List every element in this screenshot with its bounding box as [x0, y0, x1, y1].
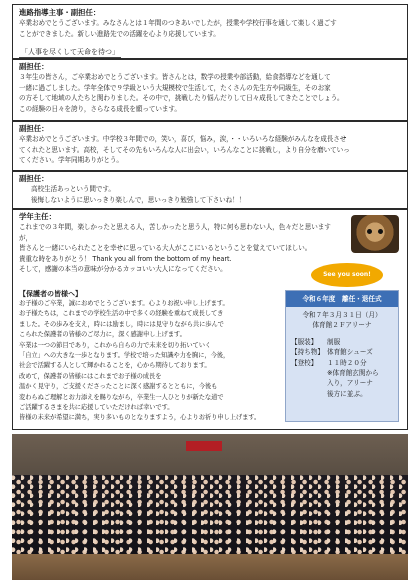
- message-text: [19, 72, 401, 114]
- time-value: １１時２０分: [327, 358, 367, 367]
- ceremony-info-box: [285, 290, 399, 422]
- time-label: 【登校】: [291, 358, 318, 367]
- message-line: 後悔しないように思いっきり楽しんで，思いっきり勉強して下さいね！！: [31, 195, 246, 204]
- message-line: そして，感謝の本当の意味が分かるカッコいい大人になってください。: [19, 265, 227, 274]
- graduates-group-photo: [12, 434, 408, 580]
- teacher-role: 副担任：: [19, 174, 49, 183]
- message-box-3: [12, 120, 408, 172]
- message-text: [19, 222, 337, 275]
- guardians-title: 【保護者の皆様へ】: [19, 290, 82, 298]
- guardians-line: ました。その歩みを支え，時には励まし，時には見守りながら共に歩んで: [19, 320, 224, 328]
- note-line: 入り，アリーナ: [327, 379, 373, 388]
- dress-label: 【服装】: [291, 337, 318, 346]
- dress-row: [291, 337, 393, 347]
- message-text: [19, 134, 401, 166]
- guardians-line: 社会で活躍する人として輝かれることを，心から期待しております。: [19, 362, 211, 370]
- guardians-message: [19, 289, 291, 424]
- guardians-line: お子様のご卒業，誠におめでとうございます。心よりお祝い申し上げます。: [19, 300, 229, 307]
- message-line: この経験の日々を誇り，さらなる成長を願っています。: [19, 104, 181, 113]
- guardians-line: 温かく見守り，ご支援くださったことに深く感謝するとともに，今後も: [19, 383, 218, 391]
- message-box-1: [12, 4, 408, 60]
- message-line: 貴重な時をありがとう！ Thank you all from the bottom of my heart.: [19, 254, 232, 263]
- message-line: 卒業おめでとうございます。みなさんとは１年間のつきあいでしたが，授業や学校行事を通して楽しく過ごす: [19, 19, 337, 27]
- dog-photo: [351, 215, 399, 253]
- teacher-role: 副担任：: [19, 62, 49, 71]
- message-line: 高校生活あっという間です。: [31, 185, 115, 193]
- bring-row: [291, 347, 393, 357]
- guardians-line: 皆様の未来が希望に満ち，実り多いものとなりますよう，心よりお祈り申し上げます。: [19, 414, 261, 422]
- arrival-note: [291, 368, 393, 399]
- dog-eye: [367, 229, 372, 234]
- guardians-line: 改めて，保護者の皆様にはこれまでお子様の成長を: [19, 372, 162, 380]
- message-line: の方そして地域の人たちと関わりました。その中で，挑戦したり悩んだりして日々成長してきたことでしょう。: [19, 94, 344, 103]
- bring-value: 体育館シューズ: [327, 348, 373, 357]
- dress-value: 制服: [327, 337, 341, 346]
- message-text: [19, 18, 401, 39]
- note-line: 後方に並ぶ。: [327, 389, 367, 398]
- guardians-line: ご活躍するさまを共に応援していただければ幸いです。: [19, 404, 174, 412]
- see-you-soon-bubble: See you soon!: [311, 263, 383, 287]
- message-box-2: [12, 58, 408, 122]
- ceremony-date: 令和７年３月３１日（月）: [302, 311, 382, 319]
- message-line: てくれたと思います。高校，そしてその先もいろんな人に出会い，いろんなことに挑戦し，より自分を磨いていっ: [19, 145, 350, 154]
- motto: 「人事を尽くして天命を待つ」: [21, 48, 119, 57]
- guardians-line: こられた保護者の皆様のご尽力に，深く感謝申し上げます。: [19, 331, 186, 339]
- message-line: 卒業おめでとうございます。中学校３年間での，笑い，喜び，悩み，涙，・・いろいろな経験がみんなを成長させ: [19, 135, 347, 143]
- guardians-text: [19, 299, 291, 424]
- message-line: 皆さんと一緒にいられたことを幸せに思っている大人がここにいるということを覚えていてほしい。: [19, 244, 312, 253]
- stage-banner: [186, 441, 222, 451]
- ceremony-title: 令和６年度 離任・退任式: [286, 291, 398, 307]
- message-line: ことができました。新しい進路先での活躍を心より応援しています。: [19, 29, 220, 38]
- guardians-line: 「自立」への大きな一歩となります。学校で培った知識や力を胸に，今後，: [19, 352, 230, 360]
- guardians-line: お子様たちは，これまでの学校生活の中で多くの経験を重ねて成長してき: [19, 310, 224, 318]
- teacher-role: 学年主任：: [19, 212, 56, 221]
- message-line: 一緒に過ごしました。学年全体で９学級という大規模校で生活して，たくさんの先生方や同級生，そのお家: [19, 83, 331, 92]
- teacher-role: 進路指導主事・副担任：: [19, 8, 101, 17]
- students-crowd: [12, 475, 408, 566]
- time-row: [291, 358, 393, 368]
- guardians-line: 変わらぬご理解とお力添えを賜りながら，卒業生一人ひとりが新たな道で: [19, 393, 224, 401]
- teacher-role: 副担任：: [19, 124, 49, 133]
- guardians-line: 卒業は一つの節目であり，これから自らの力で未来を切り拓いていく: [19, 341, 212, 349]
- bring-label: 【持ち物】: [291, 348, 324, 357]
- message-line: ３年生の皆さん，ご卒業おめでとうございます。皆さんとは，数学の授業や部活動，給食指導などを通して: [19, 73, 331, 81]
- note-line: ※体育館玄関から: [327, 369, 379, 378]
- ceremony-place: 体育館２Ｆアリーナ: [312, 321, 372, 330]
- message-line: てください。学年同期ありがとう。: [19, 156, 123, 165]
- dog-eye: [378, 229, 383, 234]
- message-box-4: [12, 170, 408, 210]
- message-text: [19, 184, 401, 205]
- gym-floor: [12, 554, 408, 580]
- message-line: これまでの３年間，楽しかったと思える人，苦しかったと思う人，特に何も思わない人，色々だと思いますが，: [19, 223, 331, 242]
